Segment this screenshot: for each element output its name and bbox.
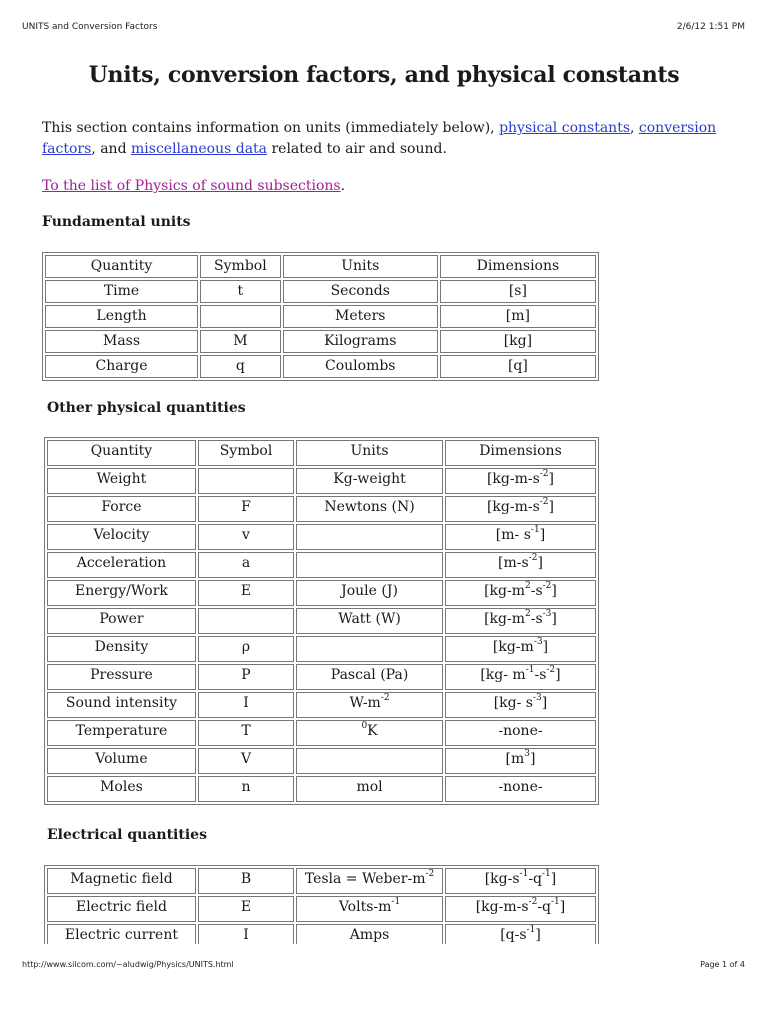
print-footer-page-number: Page 1 of 4	[700, 960, 745, 969]
table-cell: $[q-s^{-1}]$	[445, 924, 596, 944]
table-row	[47, 924, 596, 944]
table-cell: [kg]	[440, 330, 596, 353]
table-row	[47, 636, 596, 662]
table-row	[45, 305, 596, 328]
table-cell: $[kg-m-s^{-2}]$	[445, 496, 596, 522]
intro-text: , and	[91, 141, 131, 157]
table-header-row	[47, 440, 596, 466]
table-cell: Force	[47, 496, 196, 522]
table-cell: Mass	[45, 330, 198, 353]
table-row	[45, 330, 596, 353]
table-cell: Kg-weight	[296, 468, 443, 494]
table-cell	[200, 305, 281, 328]
table-row	[47, 776, 596, 802]
table-row	[47, 868, 596, 894]
table-cell: M	[200, 330, 281, 353]
table-cell: t	[200, 280, 281, 303]
miscellaneous-data-link[interactable]: miscellaneous data	[131, 141, 268, 157]
fundamental-units-heading: Fundamental units	[42, 214, 191, 230]
table-cell: Amps	[296, 924, 443, 944]
table-cell: $[kg-m^2-s^{-3}]$	[445, 608, 596, 634]
table-cell: Temperature	[47, 720, 196, 746]
table-cell: ρ	[198, 636, 294, 662]
table-cell: Velocity	[47, 524, 196, 550]
table-cell: v	[198, 524, 294, 550]
table-cell: Moles	[47, 776, 196, 802]
table-cell: Joule (J)	[296, 580, 443, 606]
table-cell: mol	[296, 776, 443, 802]
electrical-quantities-heading: Electrical quantities	[47, 827, 207, 843]
other-quantities-heading: Other physical quantities	[47, 400, 246, 416]
table-cell: Newtons (N)	[296, 496, 443, 522]
table-cell: Tesla = Weber-$m^{-2}$	[296, 868, 443, 894]
table-row	[47, 580, 596, 606]
table-cell	[296, 636, 443, 662]
column-header: Dimensions	[445, 440, 596, 466]
table-cell: $W-m^{-2}$	[296, 692, 443, 718]
table-row	[47, 608, 596, 634]
table-row	[45, 355, 596, 378]
column-header: Units	[296, 440, 443, 466]
table-cell: Electric field	[47, 896, 196, 922]
fundamental-units-table	[42, 252, 599, 381]
table-cell: Volts-$m^{-1}$	[296, 896, 443, 922]
table-row	[47, 664, 596, 690]
table-row	[47, 552, 596, 578]
table-cell: Power	[47, 608, 196, 634]
table-cell	[296, 552, 443, 578]
table-cell: n	[198, 776, 294, 802]
link-trailing-period: .	[340, 178, 346, 194]
table-cell: Length	[45, 305, 198, 328]
column-header: Quantity	[47, 440, 196, 466]
table-cell: I	[198, 924, 294, 944]
table-cell: Density	[47, 636, 196, 662]
table-cell: Coulombs	[283, 355, 438, 378]
fundamental-units-body	[45, 255, 596, 378]
column-header: Dimensions	[440, 255, 596, 278]
table-cell	[198, 608, 294, 634]
column-header: Symbol	[200, 255, 281, 278]
table-cell: E	[198, 580, 294, 606]
table-cell: $[kg-m^{-3}]$	[445, 636, 596, 662]
other-quantities-table-wrap	[44, 437, 600, 813]
table-cell: P	[198, 664, 294, 690]
table-cell: Acceleration	[47, 552, 196, 578]
table-cell: Seconds	[283, 280, 438, 303]
table-cell	[296, 748, 443, 774]
fundamental-units-table-wrap	[42, 252, 600, 386]
table-cell: Meters	[283, 305, 438, 328]
print-header-datetime: 2/6/12 1:51 PM	[676, 22, 745, 32]
table-cell: $^0$K	[296, 720, 443, 746]
intro-text: ,	[630, 120, 639, 136]
table-row	[47, 748, 596, 774]
table-cell: q	[200, 355, 281, 378]
table-cell: I	[198, 692, 294, 718]
table-row	[47, 896, 596, 922]
print-header-title: UNITS and Conversion Factors	[22, 22, 158, 32]
electrical-quantities-table	[44, 865, 599, 944]
electrical-quantities-table-wrap	[44, 865, 600, 944]
table-cell: Volume	[47, 748, 196, 774]
table-cell: Magnetic field	[47, 868, 196, 894]
table-cell: Sound intensity	[47, 692, 196, 718]
table-cell: Watt (W)	[296, 608, 443, 634]
table-cell: E	[198, 896, 294, 922]
table-cell: [kg- $s^{-3}$]	[445, 692, 596, 718]
intro-text: This section contains information on units (immediately below),	[42, 120, 500, 136]
table-cell: Kilograms	[283, 330, 438, 353]
table-cell: $[kg-m-s^{-2}-q^{-1}]$	[445, 896, 596, 922]
other-quantities-table	[44, 437, 599, 805]
intro-paragraph	[42, 118, 732, 160]
page-title: Units, conversion factors, and physical constants	[88, 62, 680, 88]
table-cell: $[kg-m-s^{-2}]$	[445, 468, 596, 494]
table-cell: $[kg-m^2-s^{-2}]$	[445, 580, 596, 606]
table-cell: [q]	[440, 355, 596, 378]
table-row	[47, 468, 596, 494]
table-cell	[198, 468, 294, 494]
table-cell: T	[198, 720, 294, 746]
table-header-row	[45, 255, 596, 278]
table-cell: Electric current	[47, 924, 196, 944]
table-cell: a	[198, 552, 294, 578]
table-cell: Charge	[45, 355, 198, 378]
table-cell: $[kg-s^{-1}-q^{-1}]$	[445, 868, 596, 894]
electrical-quantities-body	[47, 868, 596, 944]
table-cell: Energy/Work	[47, 580, 196, 606]
table-cell: F	[198, 496, 294, 522]
table-cell: $[m^3]$	[445, 748, 596, 774]
table-row	[47, 720, 596, 746]
table-cell	[296, 524, 443, 550]
table-cell: -none-	[445, 776, 596, 802]
conversion-factors-link[interactable]: conversion factors	[42, 120, 717, 157]
table-cell: [m- $s^{-1}$]	[445, 524, 596, 550]
sound-subsections-link[interactable]: To the list of Physics of sound subsections	[42, 178, 341, 194]
table-row	[45, 280, 596, 303]
table-row	[47, 524, 596, 550]
table-cell: Pressure	[47, 664, 196, 690]
sound-subsections-paragraph	[42, 176, 345, 197]
table-cell: Pascal (Pa)	[296, 664, 443, 690]
intro-text: related to air and sound.	[267, 141, 447, 157]
table-cell: [s]	[440, 280, 596, 303]
table-row	[47, 692, 596, 718]
table-cell: $[m-s^{-2}]$	[445, 552, 596, 578]
table-cell: -none-	[445, 720, 596, 746]
other-quantities-body	[47, 440, 596, 802]
table-row	[47, 496, 596, 522]
print-footer-url: http://www.silcom.com/~aludwig/Physics/UNITS.html	[22, 960, 234, 969]
physical-constants-link[interactable]: physical constants	[499, 120, 630, 136]
table-cell: V	[198, 748, 294, 774]
column-header: Symbol	[198, 440, 294, 466]
table-cell: [m]	[440, 305, 596, 328]
table-cell: Time	[45, 280, 198, 303]
table-cell: Weight	[47, 468, 196, 494]
column-header: Units	[283, 255, 438, 278]
table-cell: [kg- $m^{-1}-s^{-2}$]	[445, 664, 596, 690]
table-cell: B	[198, 868, 294, 894]
column-header: Quantity	[45, 255, 198, 278]
